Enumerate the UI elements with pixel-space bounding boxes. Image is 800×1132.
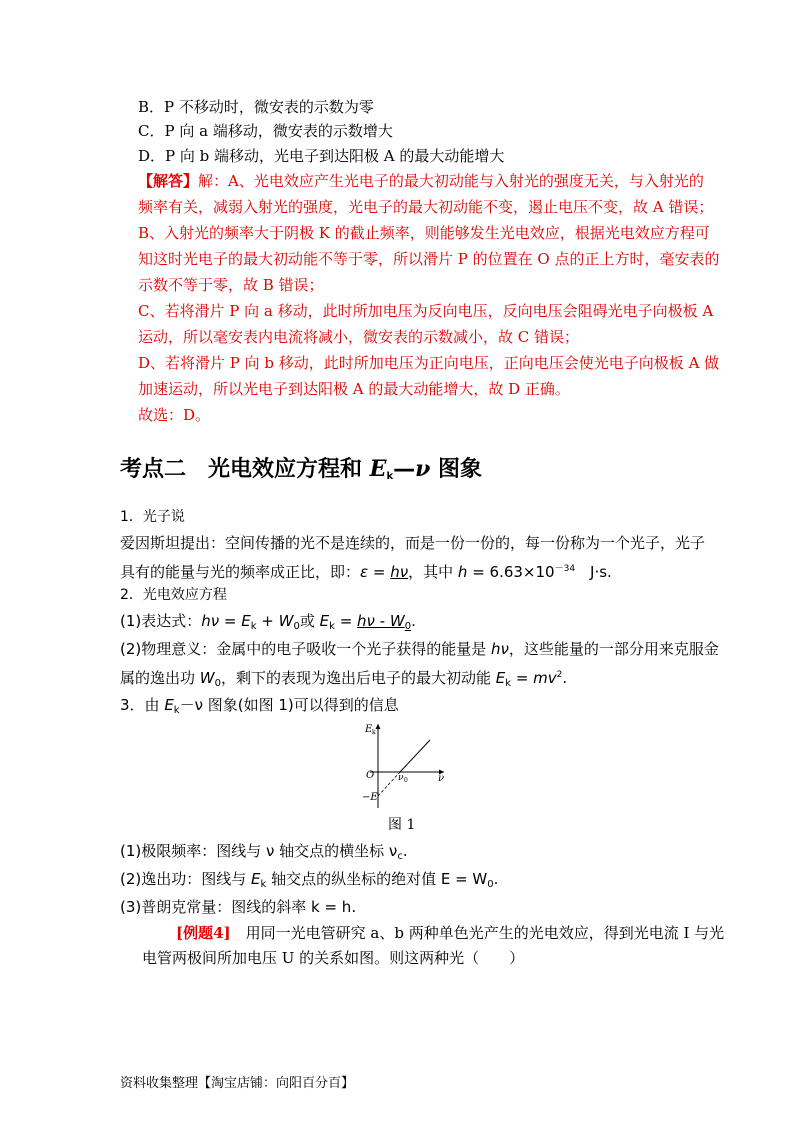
example-line-2: 电管两极间所加电压 U 的关系如图。则这两种光（ ）: [142, 949, 525, 967]
nu-label: ν: [438, 773, 445, 784]
graph-line-extension: [378, 772, 400, 796]
example-line-1: [例题4] 用同一光电管研究 a、b 两种单色光产生的光电效应，得到光电流 I 与光: [176, 924, 725, 942]
nu0-label: ν: [398, 773, 404, 783]
item3-title: 3．由 $E_k-\nu$ 图象(如图 1)可以得到的信息: [120, 696, 399, 716]
answer-line-5: 示数不等于零，故 B 错误；: [138, 276, 324, 294]
item3-point-1: (1)极限频率：图线与 ν 轴交点的横坐标 $\nu_c$.: [120, 842, 408, 862]
origin-label: O: [366, 770, 375, 781]
item1-line1: 爱因斯坦提出：空间传播的光不是连续的，而是一份一份的，每一份称为一个光子，光子: [120, 534, 706, 552]
answer-line-7: 运动，所以毫安表内电流将减小，微安表的示数减小，故 C 错误；: [138, 328, 580, 346]
option-b: B．P 不移动时，微安表的示数为零: [138, 98, 374, 116]
answer-line-10: 故选：D。: [138, 406, 211, 424]
figure-caption: 图 1: [388, 817, 416, 833]
item2-meaning-1: (2)物理意义：金属中的电子吸收一个光子获得的能量是 hν，这些能量的一部分用来克服金: [120, 640, 719, 658]
ek-label: E: [365, 724, 373, 735]
answer-line-2: 频率有关，减弱入射光的强度，光电子的最大初动能不变，遏止电压不变，故 A 错误；: [138, 198, 714, 216]
ek-sub-label: k: [372, 729, 376, 736]
nu0-sub-label: 0: [404, 777, 408, 784]
option-c: C．P 向 a 端移动，微安表的示数增大: [138, 122, 393, 140]
option-d: D．P 向 b 端移动，光电子到达阳极 A 的最大动能增大: [138, 147, 505, 165]
ek-nu-graph: [358, 720, 448, 810]
answer-line-1: [138, 170, 704, 192]
answer-line-8: D、若将滑片 P 向 b 移动，此时所加电压为正向电压，正向电压会使光电子向极板 A 做: [138, 354, 720, 372]
item3-point-3: (3)普朗克常量：图线的斜率 k = h.: [120, 898, 357, 916]
graph-line: [400, 740, 430, 772]
example-tag: [例题4]: [176, 924, 231, 942]
answer-line-6: C、若将滑片 P 向 a 移动，此时所加电压为反向电压，反向电压会阻碍光电子向极板 A: [138, 302, 714, 320]
answer-tag: 【解答】: [138, 172, 199, 190]
section-heading: 考点二 光电效应方程和 $E_k—\nu$ 图象: [120, 456, 483, 482]
answer-line-3: B、入射光的频率大于阴极 K 的截止频率，则能够发生光电效应，根据光电效应方程可: [138, 224, 710, 242]
item2-expression: (1)表达式：$h\nu = E_k + W_0$或 $E_k = h\nu - W_0$.: [120, 612, 416, 632]
answer-text: 解：A、光电效应产生光电子的最大初动能与入射光的强度无关，与入射光的: [198, 172, 704, 190]
item2-meaning-2: 属的逸出功 $W_0$，剩下的表现为逸出后电子的最大初动能 $E_k = mv^2$.: [120, 669, 568, 689]
item1-title: 1．光子说: [120, 509, 185, 525]
item3-point-2: (2)逸出功：图线与 $E_k$ 轴交点的纵坐标的绝对值 $E = W_0$.: [120, 870, 499, 890]
item1-line2: 具有的能量与光的频率成正比，即：ε = hν，其中 $h = 6.63\times 10^{-34}$ J·s.: [120, 563, 612, 581]
neg-e-label: −E: [362, 792, 378, 803]
answer-line-9: 加速运动，所以光电子到达阳极 A 的最大动能增大，故 D 正确。: [138, 380, 570, 398]
footer: 资料收集整理【淘宝店铺：向阳百分百】: [120, 1076, 355, 1091]
item2-title: 2．光电效应方程: [120, 587, 227, 603]
answer-line-4: 知这时光电子的最大初动能不等于零，所以滑片 P 的位置在 O 点的正上方时，毫安表的: [138, 250, 720, 268]
ek-axis-arrow: [376, 724, 381, 729]
